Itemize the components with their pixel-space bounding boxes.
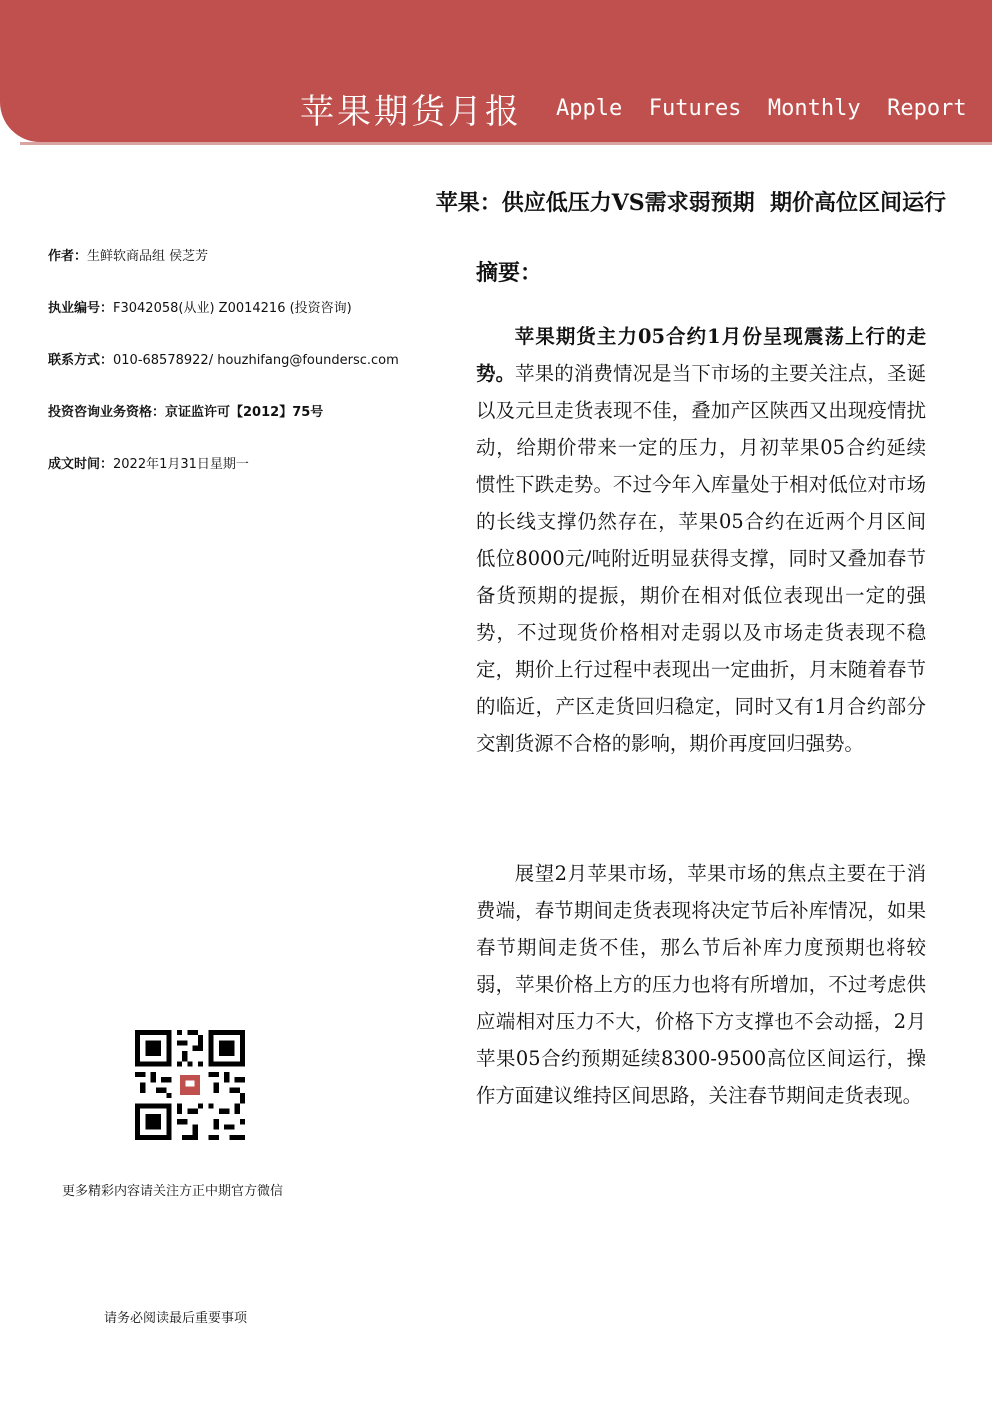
qualification-value: 京证监许可【2012】75号 [165,405,324,420]
summary-heading: 摘要： [476,260,543,286]
document-title: 苹果：供应低压力VS需求弱预期 期价高位区间运行 [435,190,946,216]
banner-divider [20,142,992,145]
report-title-cn: 苹果期货月报 [300,92,522,132]
date-line [48,453,249,472]
qualification-line [48,401,323,420]
author-line [48,245,208,264]
qr-code-icon [135,1030,245,1140]
qualification-label: 投资咨询业务资格： [48,405,166,420]
summary-lead-sentence: 苹果期货主力05合约1月份呈现震荡上行的走势。 [476,325,926,385]
author-value: 生鲜软商品组 侯芝芳 [87,249,209,264]
summary-paragraph-1 [476,318,926,762]
summary-paragraph-1-body: 苹果的消费情况是当下市场的主要关注点，圣诞以及元旦走货表现不佳，叠加产区陕西又出现疫情扰动，给期价带来一定的压力，月初苹果05合约延续惯性下跌走势。不过今年入库量处于相对低位对市场的长线支撑仍然存在，苹果05合约在近两个月区间低位8000元/吨附近明显获得支撑，同时又叠加春节备货预期的提振，期价在相对低位表现出一定的强势，不过现货价格相对走弱以及市场走货表现不稳定，期价上行过程中表现出一定曲折，月末随着春节的临近，产区走货回归稳定，同时又有1月合约部分交割货源不合格的影响，期价再度回归强势。 [476,362,927,755]
contact-value[interactable]: 010-68578922/ houzhifang@foundersc.com [113,353,399,368]
date-value: 2022年1月31日星期一 [113,457,249,472]
date-label: 成文时间： [48,457,114,472]
disclaimer-note: 请务必阅读最后重要事项 [104,1311,248,1326]
author-label: 作者： [48,249,88,264]
contact-label: 联系方式： [48,353,114,368]
license-value: F3042058(从业) Z0014216 (投资咨询) [113,301,352,316]
report-title-en: Apple Futures Monthly Report [556,96,967,121]
summary-paragraph-2: 展望2月苹果市场，苹果市场的焦点主要在于消费端，春节期间走货表现将决定节后补库情况，如果春节期间走货不佳，那么节后补库力度预期也将较弱，苹果价格上方的压力也将有所增加，不过考虑供应端相对压力不大，价格下方支撑也不会动摇，2月苹果05合约预期延续8300-9500高位区间运行，操作方面建议维持区间思路，关注春节期间走货表现。 [476,862,926,1107]
license-label: 执业编号： [48,301,114,316]
contact-line [48,349,399,368]
qr-caption: 更多精彩内容请关注方正中期官方微信 [62,1184,284,1199]
license-line [48,297,352,316]
